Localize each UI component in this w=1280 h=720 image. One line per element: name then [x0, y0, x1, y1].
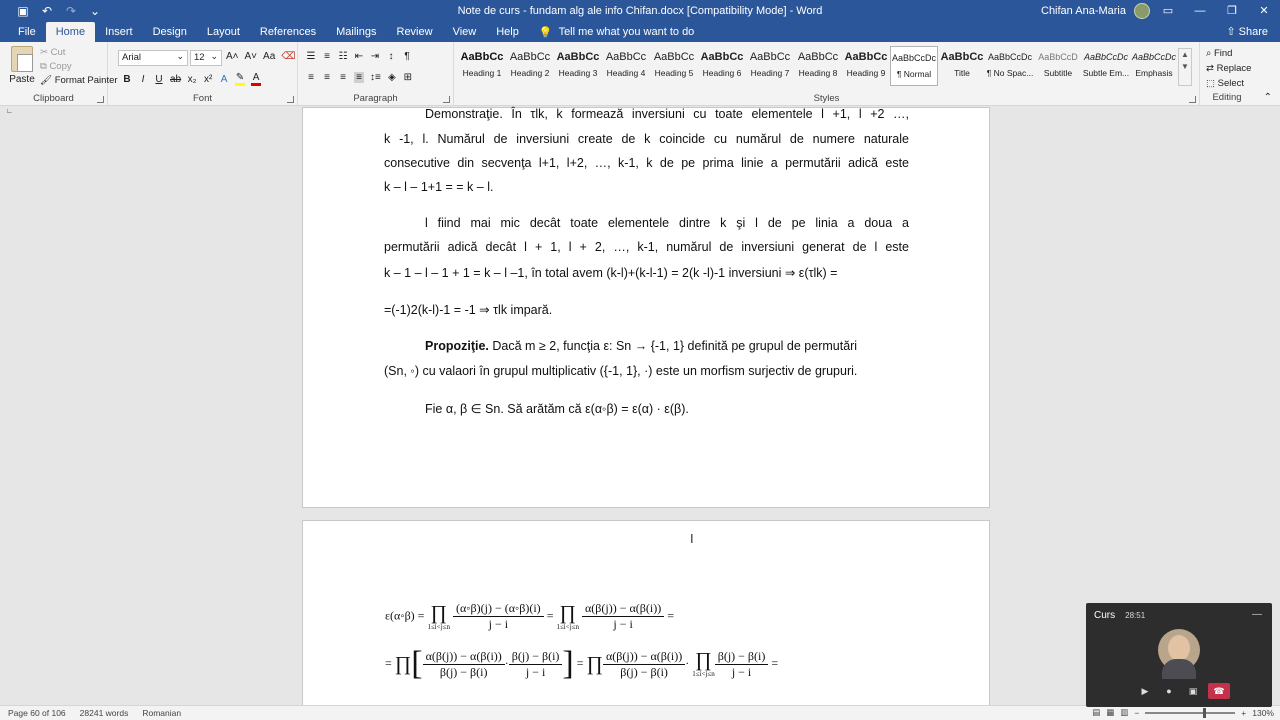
line-spacing-icon[interactable]: ↕≡: [370, 72, 381, 83]
paragraph-line: k – 1 – l – 1 + 1 = k – l –1, în total avem (k-l)+(k-l-1) = 2(k -l)-1 inversiuni ⇒ ε(τlk) =: [384, 266, 838, 280]
paragraph-line: consecutive din secvenţa l+1, l+2, …, k-1, k de pe prima linie a permutării adică este: [384, 156, 909, 170]
styles-launcher-icon[interactable]: [1189, 96, 1196, 103]
style-subtle-emphasis[interactable]: AaBbCcDc Subtle Em...: [1082, 52, 1130, 78]
paragraph-line: (Sn, ◦) cu valaori în grupul multiplicativ ({-1, 1}, ·) este un morfism surjectiv de grupuri.: [384, 364, 858, 378]
tab-review[interactable]: Review: [396, 26, 433, 38]
style-no-spacing[interactable]: AaBbCcDc ¶ No Spac...: [986, 52, 1034, 78]
lightbulb-icon: 💡: [538, 26, 553, 39]
close-icon[interactable]: ✕: [1259, 5, 1269, 17]
zoom-out-icon[interactable]: −: [1134, 707, 1140, 718]
product-symbol: ∏ 1≤i<j≤n: [556, 601, 579, 631]
style-heading-8[interactable]: AaBbCc Heading 8: [797, 51, 839, 78]
call-timer: 28:51: [1125, 611, 1146, 620]
paste-icon: [11, 46, 33, 72]
bullets-icon[interactable]: ☰: [306, 51, 316, 62]
highlight-icon[interactable]: ✎: [235, 72, 245, 86]
read-mode-icon[interactable]: ▤: [1092, 707, 1101, 717]
editing-group: [1206, 46, 1251, 91]
minimize-call-icon[interactable]: —: [1252, 609, 1262, 620]
find-button[interactable]: ⌕ Find: [1206, 48, 1233, 59]
find-icon: ⌕: [1206, 48, 1212, 59]
zoom-level[interactable]: 130%: [1252, 707, 1274, 718]
fraction: $\frac{\alpha(\beta(j)) - \alpha(\beta(i))}{\beta(j) - \beta(i)}$: [423, 649, 505, 680]
strikethrough-icon[interactable]: ab: [170, 73, 182, 85]
restore-icon[interactable]: ❐: [1227, 5, 1237, 17]
italic-icon[interactable]: I: [141, 73, 145, 85]
change-case-icon[interactable]: Aa: [263, 51, 276, 62]
multilevel-list-icon[interactable]: ☷: [338, 51, 348, 62]
print-layout-icon[interactable]: ▦: [1106, 707, 1115, 717]
share-icon: ⇧: [1226, 26, 1236, 38]
text-cursor-icon: I: [690, 531, 694, 546]
paragraph-line: Demonstraţie. În τlk, k formează inversiuni cu toate elementele l +1, l +2 …,: [425, 107, 909, 121]
proposition-paragraph: Propoziţie. Dacă m ≥ 2, funcţia ε: Sn → {-1, 1} definită pe grupul de permutări: [425, 339, 858, 353]
style-heading-2[interactable]: AaBbCc Heading 2: [509, 51, 551, 78]
paragraph-line: =(-1)2(k-l)-1 = -1 ⇒ τlk impară.: [384, 303, 553, 317]
paragraph-group: [298, 42, 454, 106]
sort-icon[interactable]: ↕: [388, 51, 394, 62]
status-bar: [0, 705, 1280, 720]
paragraph-line: l fiind mai mic decât toate elementele dintre k şi l de pe linia a doua a: [425, 216, 909, 230]
select-button[interactable]: ⬚ Select: [1206, 78, 1245, 89]
user-name: Chifan Ana-Maria: [1041, 5, 1126, 17]
product-symbol: ∏ 1≤i<j≤n: [427, 601, 450, 631]
shrink-font-icon[interactable]: A˅: [244, 51, 258, 62]
borders-icon[interactable]: ⊞: [403, 72, 413, 83]
ribbon-display-icon[interactable]: ▭: [1162, 5, 1174, 17]
align-center-icon[interactable]: ≡: [324, 72, 330, 83]
style-heading-7[interactable]: AaBbCc Heading 7: [749, 51, 791, 78]
tab-file[interactable]: File: [18, 26, 36, 38]
paste-button[interactable]: Paste: [8, 46, 36, 85]
style-heading-9[interactable]: AaBbCc Heading 9: [844, 51, 888, 78]
paragraph-line: k – l – 1+1 = = k – l.: [384, 180, 494, 194]
cut-button[interactable]: ✂ Cut: [40, 47, 66, 58]
styles-scroll-icon[interactable]: ▲ ▼: [1178, 48, 1192, 86]
style-heading-1[interactable]: AaBbCc Heading 1: [460, 51, 504, 78]
ribbon-tabs: [0, 22, 1280, 42]
camera-icon[interactable]: ▶: [1141, 686, 1149, 696]
paragraph-line: permutării adică decât l + 1, l + 2, …, k-1, numărul de inversiuni generat de l este: [384, 240, 909, 254]
shading-icon[interactable]: ◈: [387, 72, 396, 83]
zoom-in-icon[interactable]: +: [1241, 707, 1247, 718]
call-controls: [1136, 683, 1230, 699]
tell-me-text: Tell me what you want to do: [558, 26, 695, 38]
undo-icon[interactable]: ↶: [41, 4, 53, 18]
word-count[interactable]: 28241 words: [79, 708, 129, 718]
title-bar: [0, 0, 1280, 22]
web-layout-icon[interactable]: ▥: [1120, 707, 1129, 717]
quick-access-toolbar: [0, 4, 102, 18]
tab-references[interactable]: References: [259, 26, 317, 38]
superscript-icon[interactable]: x²: [203, 73, 213, 85]
participant-video: [1158, 629, 1200, 671]
document-title: Note de curs - fundam alg ale info Chifan.docx [Compatibility Mode] - Word: [457, 5, 823, 17]
replace-icon: ⇄: [1206, 63, 1214, 74]
avatar[interactable]: [1134, 3, 1150, 19]
call-name: Curs: [1094, 610, 1116, 621]
font-launcher-icon[interactable]: [287, 96, 294, 103]
text-effects-icon[interactable]: A: [220, 73, 228, 85]
zoom-controls: [1092, 707, 1274, 718]
product-symbol: ∏ 1≤i<j≤n: [692, 649, 715, 678]
styles-gallery: [458, 46, 1178, 86]
tab-home[interactable]: Home: [46, 22, 95, 42]
tab-view[interactable]: View: [452, 26, 477, 38]
font-color-icon[interactable]: A: [251, 72, 261, 86]
paragraph-line: Fie α, β ∈ Sn. Să arătăm că ε(α◦β) = ε(α) · ε(β).: [425, 402, 689, 416]
select-icon: ⬚: [1206, 78, 1215, 89]
paragraph-label: Paragraph: [353, 93, 398, 104]
document-page[interactable]: [302, 107, 990, 508]
equation-2: = ∏ [ $\frac{\alpha(\beta(j)) - \alpha(\beta(i))}{\beta(j) - \beta(i)}$ · $\frac{\beta(j) - \beta(i)}{j - i}$ ] = ∏ $\frac{\alpha(\beta(j)) - \alpha(\beta(i))}{\beta(j) - \beta(i)}$ · ∏ 1≤i<j≤n $\frac{\beta(j) - \beta(i)}{j - i}$ =: [385, 645, 779, 682]
clipboard-launcher-icon[interactable]: [97, 96, 104, 103]
style-heading-6[interactable]: AaBbCc Heading 6: [700, 51, 744, 78]
document-page[interactable]: [302, 520, 990, 720]
style-subtitle[interactable]: AaBbCcD Subtitle: [1038, 52, 1078, 78]
zoom-slider[interactable]: [1145, 712, 1235, 714]
product-symbol: ∏: [394, 653, 412, 675]
style-normal[interactable]: AaBbCcDc ¶ Normal: [890, 46, 938, 86]
subscript-icon[interactable]: x₂: [187, 73, 197, 85]
styles-label: Styles: [813, 93, 840, 104]
style-heading-3[interactable]: AaBbCc Heading 3: [556, 51, 600, 78]
bold-icon[interactable]: B: [123, 73, 131, 85]
editing-label: Editing: [1212, 92, 1242, 103]
customize-icon[interactable]: ⌄: [89, 4, 101, 18]
fraction: $\frac{\beta(j) - \beta(i)}{j - i}$: [715, 649, 769, 680]
proposition-label: Propoziţie.: [425, 339, 489, 353]
align-left-icon[interactable]: ≡: [308, 72, 314, 83]
clipboard-group: [0, 42, 118, 106]
paragraph-line: k -1, l. Numărul de inversiuni create de k coincide cu numărul de numere naturale: [384, 132, 909, 146]
style-heading-5[interactable]: AaBbCc Heading 5: [653, 51, 695, 78]
font-group: [108, 42, 298, 106]
tab-mailings[interactable]: Mailings: [336, 26, 377, 38]
minimize-icon[interactable]: —: [1194, 5, 1206, 17]
tell-me-box[interactable]: [529, 22, 694, 42]
font-name-select[interactable]: Arial ⌄: [118, 50, 188, 66]
style-title[interactable]: AaBbCc Title: [940, 51, 984, 78]
product-symbol: ∏: [586, 653, 603, 675]
format-painter-button[interactable]: 🖌 Format Painter: [40, 75, 118, 86]
tab-design[interactable]: Design: [152, 26, 187, 38]
share-button[interactable]: ⇧ Share: [1226, 26, 1268, 38]
fraction: $\frac{\alpha(\beta(j)) - \alpha(\beta(i))}{j - i}$: [582, 601, 664, 632]
clear-formatting-icon[interactable]: ⌫: [281, 51, 296, 62]
align-right-icon[interactable]: ≡: [340, 72, 346, 83]
fraction: $\frac{\beta(j) - \beta(i)}{j - i}$: [509, 649, 563, 680]
copy-button[interactable]: ⧉ Copy: [40, 61, 72, 72]
tab-insert[interactable]: Insert: [105, 26, 133, 38]
font-size-select[interactable]: 12 ⌄: [190, 50, 222, 66]
justify-icon[interactable]: ≡: [354, 72, 364, 83]
paragraph-launcher-icon[interactable]: [443, 96, 450, 103]
ribbon: [0, 42, 1280, 106]
share-screen-icon[interactable]: ▣: [1188, 686, 1198, 696]
language-indicator[interactable]: Romanian: [142, 708, 182, 718]
tab-selector-icon[interactable]: ∟: [6, 108, 13, 115]
hang-up-icon[interactable]: ☎: [1208, 683, 1230, 699]
replace-button[interactable]: ⇄ Replace: [1206, 63, 1252, 74]
save-icon[interactable]: ▣: [17, 4, 29, 18]
microphone-icon[interactable]: ●: [1166, 686, 1172, 696]
user-account[interactable]: [1041, 3, 1150, 19]
fraction: $\frac{\alpha(\beta(j)) - \alpha(\beta(i))}{\beta(j) - \beta(i)}$: [603, 649, 685, 680]
increase-indent-icon[interactable]: ⇥: [370, 51, 380, 62]
style-heading-4[interactable]: AaBbCc Heading 4: [605, 51, 647, 78]
fraction: $\frac{(\alpha◦\beta)(j) - (\alpha◦\beta)(i)}{j - i}$: [453, 601, 544, 632]
style-emphasis[interactable]: AaBbCcDc Emphasis: [1131, 52, 1176, 78]
redo-icon[interactable]: ↷: [65, 4, 77, 18]
numbering-icon[interactable]: ≡: [324, 51, 330, 62]
underline-icon[interactable]: U: [155, 73, 163, 85]
font-label: Font: [192, 93, 212, 104]
tab-layout[interactable]: Layout: [206, 26, 240, 38]
tab-help[interactable]: Help: [496, 26, 519, 38]
equation-1: ε(α◦β) = ∏ 1≤i<j≤n $\frac{(\alpha◦\beta)(j) - (\alpha◦\beta)(i)}{j - i}$ = ∏ 1≤i<j≤n $\frac{\alpha(\beta(j)) - \alpha(\beta(i))}{j - i}$ =: [385, 601, 674, 631]
decrease-indent-icon[interactable]: ⇤: [354, 51, 364, 62]
clipboard-label: Clipboard: [33, 93, 74, 104]
window-controls: [1152, 0, 1280, 22]
grow-font-icon[interactable]: A˄: [226, 51, 239, 62]
call-window[interactable]: [1086, 603, 1272, 707]
collapse-ribbon-icon[interactable]: ⌃: [1263, 92, 1272, 103]
page-count[interactable]: Page 60 of 106: [8, 708, 66, 718]
show-marks-icon[interactable]: ¶: [404, 51, 410, 62]
